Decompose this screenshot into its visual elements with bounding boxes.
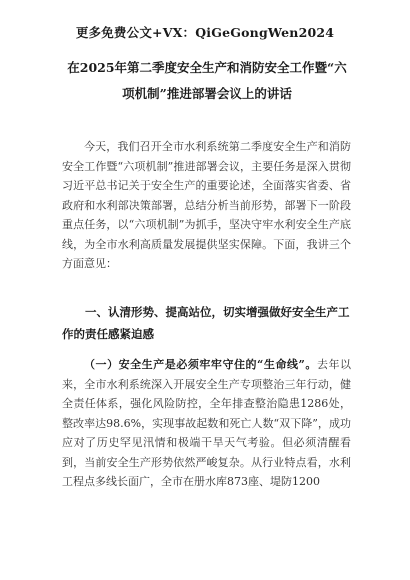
subsection-heading-1: （一）安全生产是必须牢牢守住的“生命线”。 [84,358,317,371]
subsection-body-1: 去年以来，全市水利系统深入开展安全生产专项整治三年行动，健全责任体系，强化风险防控，全年排查整治隐患1286处，整改率达98.6%，实现事故起数和死亡人数“双下降”，成功应对了历史罕见汛情和极端干旱天气考验。但必须清醒看到，当前安全生产形势依然严峻复杂。从行业特点看，水利工程点多线长面广，全市在册水库873座、堤防1200 [62,358,352,488]
section-heading-1: 一、认清形势、提高站位，切实增强做好安全生产工作的责任感紧迫感 [62,305,350,341]
document-title: 在2025年第二季度安全生产和消防安全工作暨“六项机制”推进部署会议上的讲话 [67,60,347,101]
promo-banner: 更多免费公文+VX：QiGeGongWen2024 [75,25,335,40]
subsection-paragraph-1 [62,355,351,492]
intro-paragraph: 今天，我们召开全市水利系统第二季度安全生产和消防安全工作暨“六项机制”推进部署会议，主要任务是深入贯彻习近平总书记关于安全生产的重要论述，全面落实省委、省政府和水利部决策部署，总结分析当前形势，部署下一阶段重点任务，以“六项机制”为抓手，坚决守牢水利安全生产底线，为全市水利高质量发展提供坚实保障。下面，我讲三个方面意见： [62,140,351,270]
